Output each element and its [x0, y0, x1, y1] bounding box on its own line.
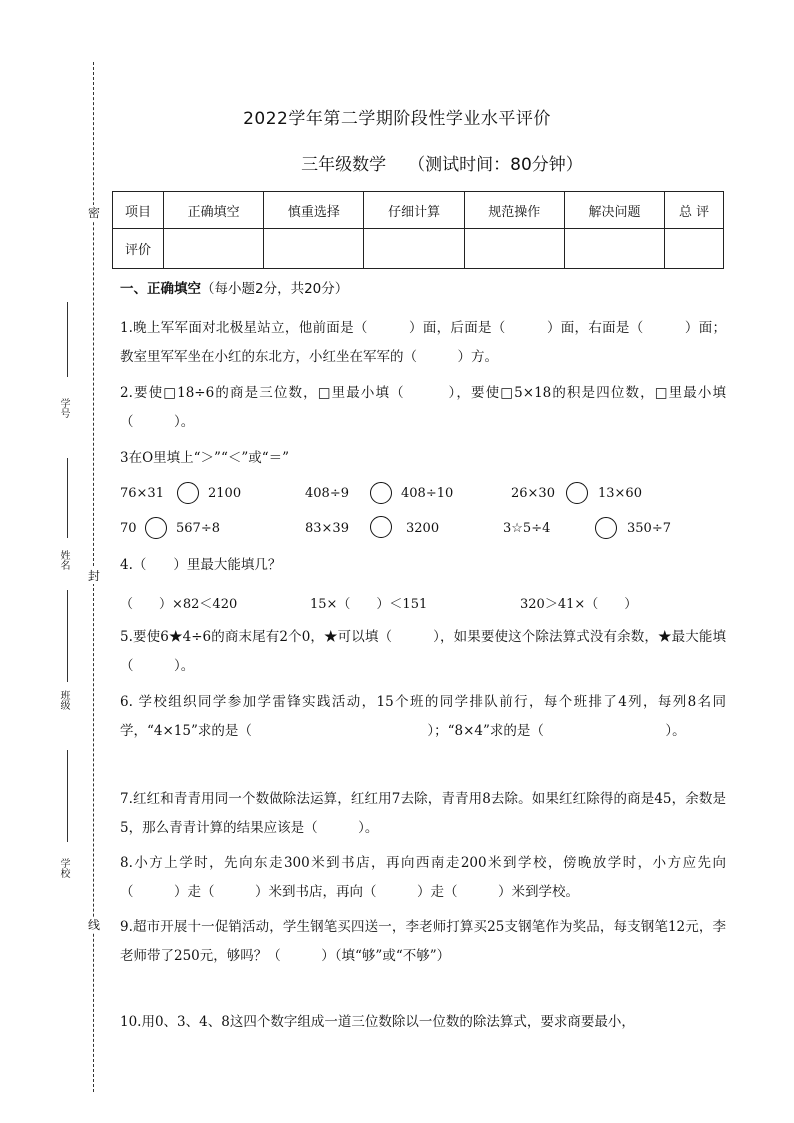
- compare-circle[interactable]: [177, 482, 199, 504]
- class-line[interactable]: [67, 590, 68, 682]
- school-label: 学校: [58, 858, 69, 878]
- q3-left: 408÷9: [305, 486, 349, 501]
- score-header: 仔细计算: [364, 192, 464, 229]
- q4-item: （ ）×82＜420: [120, 597, 238, 612]
- score-cell[interactable]: [564, 229, 664, 269]
- score-header: 慎重选择: [264, 192, 364, 229]
- q3-left: 83×39: [305, 521, 349, 536]
- compare-circle[interactable]: [370, 482, 392, 504]
- score-header: 正确填空: [164, 192, 264, 229]
- q3-right: 2100: [208, 486, 242, 501]
- q3-right: 13×60: [598, 486, 642, 501]
- subject-label: 三年级数学: [301, 155, 387, 175]
- test-time: （测试时间：80分钟）: [408, 155, 583, 175]
- question-2: 2.要使□18÷6的商是三位数，□里最小填（ ），要使□5×18的积是四位数，□里最小填（ ）。: [120, 385, 726, 430]
- question-5: 5.要使6★4÷6的商末尾有2个0，★可以填（ ），如果要使这个除法算式没有余数，★最大能填（ ）。: [120, 629, 726, 674]
- exam-title: 2022学年第二学期阶段性学业水平评价: [243, 109, 551, 129]
- section-title: 一、正确填空: [120, 281, 201, 297]
- question-4-title: 4.（ ）里最大能填几？: [120, 557, 282, 573]
- exam-subtitle: [45, 150, 794, 175]
- name-label: 姓名: [58, 550, 69, 570]
- q3-left: 3☆5÷4: [503, 521, 551, 536]
- question-8: 8.小方上学时，先向东走300米到书店，再向西南走200米到学校，傍晚放学时，小方应先向（ ）走（ ）米到书店，再向（ ）走（ ）米到学校。: [120, 855, 726, 900]
- score-cell[interactable]: [464, 229, 564, 269]
- name-line[interactable]: [67, 458, 68, 538]
- section-heading: [120, 277, 348, 297]
- question-3-title: 3在O里填上“＞”“＜”或“＝”: [120, 450, 290, 466]
- q3-left: 76×31: [120, 486, 164, 501]
- score-row-label: 评价: [113, 229, 164, 269]
- score-cell[interactable]: [364, 229, 464, 269]
- question-10: 10.用0、3、4、8这四个数字组成一道三位数除以一位数的除法算式，要求商要最小，: [120, 1014, 635, 1030]
- q3-right: 350÷7: [627, 521, 671, 536]
- q3-right: 408÷10: [401, 486, 454, 501]
- question-6: 6. 学校组织同学参加学雷锋实践活动，15个班的同学排队前行，每个班排了4列，每列8名同学，“4×15”求的是（ ）；“8×4”求的是（ ）。: [120, 694, 726, 739]
- q3-left: 26×30: [511, 486, 555, 501]
- seal-char-feng: 封: [87, 569, 100, 583]
- score-header: 项目: [113, 192, 164, 229]
- compare-circle[interactable]: [370, 516, 392, 538]
- q3-left: 70: [120, 521, 137, 536]
- question-9: 9.超市开展十一促销活动，学生钢笔买四送一，李老师打算买25支钢笔作为奖品，每支钢笔12元，李老师带了250元，够吗？（ ）（填“够”或“不够”）: [120, 919, 726, 964]
- section-note: （每小题2分，共20分）: [201, 281, 349, 297]
- school-line[interactable]: [67, 750, 68, 842]
- student-id-line[interactable]: [67, 302, 68, 377]
- compare-circle[interactable]: [595, 517, 617, 539]
- compare-circle[interactable]: [145, 517, 167, 539]
- q4-item: 15×（ ）＜151: [310, 597, 428, 612]
- q3-right: 3200: [406, 521, 440, 536]
- compare-circle[interactable]: [566, 482, 588, 504]
- seal-char-mi: 密: [87, 206, 100, 220]
- score-header: 规范操作: [464, 192, 564, 229]
- score-header: 解决问题: [564, 192, 664, 229]
- question-7: 7.红红和青青用同一个数做除法运算，红红用7去除，青青用8去除。如果红红除得的商是45，余数是5，那么青青计算的结果应该是（ ）。: [120, 791, 726, 836]
- score-cell[interactable]: [264, 229, 364, 269]
- student-id-label: 学号: [58, 398, 69, 418]
- class-label: 班级: [58, 690, 69, 710]
- q3-right: 567÷8: [176, 521, 220, 536]
- score-table: [112, 191, 724, 269]
- score-cell[interactable]: [665, 229, 724, 269]
- question-1: 1.晚上军军面对北极星站立，他前面是（ ）面，后面是（ ）面，右面是（ ）面；教室里军军坐在小红的东北方，小红坐在军军的（ ）方。: [120, 320, 726, 365]
- seal-char-xian: 线: [87, 918, 100, 932]
- score-header: 总 评: [665, 192, 724, 229]
- q4-item: 320＞41×（ ）: [520, 597, 638, 612]
- score-cell[interactable]: [164, 229, 264, 269]
